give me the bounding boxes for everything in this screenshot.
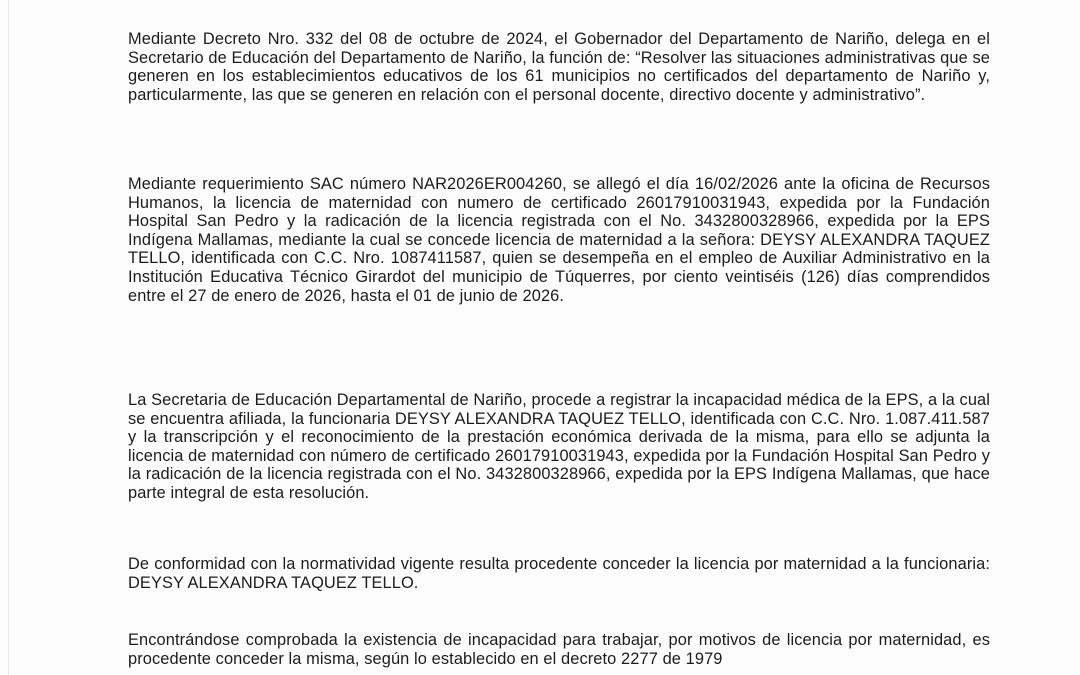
paragraph-sac-request: Mediante requerimiento SAC número NAR2026ER004260, se allegó el día 16/02/2026 ante la oficina de Recursos Humanos, la licencia de maternidad con numero de certificado 26017910031943, expedida por la Fundación Hospital San Pedro y la radicación de la licencia registrada con el No. 3432800328966, expedida por la EPS Indígena Mallamas, mediante la cual se concede licencia de maternidad a la señora: DEYSY ALEXANDRA TAQUEZ TELLO, identificada con C.C. Nro. 1087411587, quien se desempeña en el empleo de Auxiliar Administrativo en la Institución Educativa Técnico Girardot del municipio de Túquerres, por ciento veintiséis (126) días comprendidos entre el 27 de enero de 2026, hasta el 01 de junio de 2026.: [128, 175, 990, 305]
paragraph-incapacity: Encontrándose comprobada la existencia de incapacidad para trabajar, por motivos de licencia por maternidad, es procedente conceder la misma, según lo establecido en el decreto 2277 de 1979: [128, 631, 990, 668]
scan-edge: [8, 0, 9, 675]
paragraph-registration: La Secretaria de Educación Departamental de Nariño, procede a registrar la incapacidad médica de la EPS, a la cual se encuentra afiliada, la funcionaria DEYSY ALEXANDRA TAQUEZ TELLO, identificada con C.C. Nro. 1.087.411.587 y la transcripción y el reconocimiento de la prestación económica derivada de la misma, para ello se adjunta la licencia de maternidad con número de certificado 26017910031943, expedida por la Fundación Hospital San Pedro y la radicación de la licencia registrada con el No. 3432800328966, expedida por la EPS Indígena Mallamas, que hace parte integral de esta resolución.: [128, 391, 990, 502]
paragraph-decree-delegation: Mediante Decreto Nro. 332 del 08 de octubre de 2024, el Gobernador del Departamento de Nariño, delega en el Secretario de Educación del Departamento de Nariño, la función de: “Resolver las situaciones administrativas que se generen en los establecimientos educativos de los 61 municipios no certificados del departamento de Nariño y, particularmente, las que se generen en relación con el personal docente, directivo docente y administrativo”.: [128, 30, 990, 104]
paragraph-conformity: De conformidad con la normatividad vigente resulta procedente conceder la licencia por maternidad a la funcionaria: DEYSY ALEXANDRA TAQUEZ TELLO.: [128, 555, 990, 592]
